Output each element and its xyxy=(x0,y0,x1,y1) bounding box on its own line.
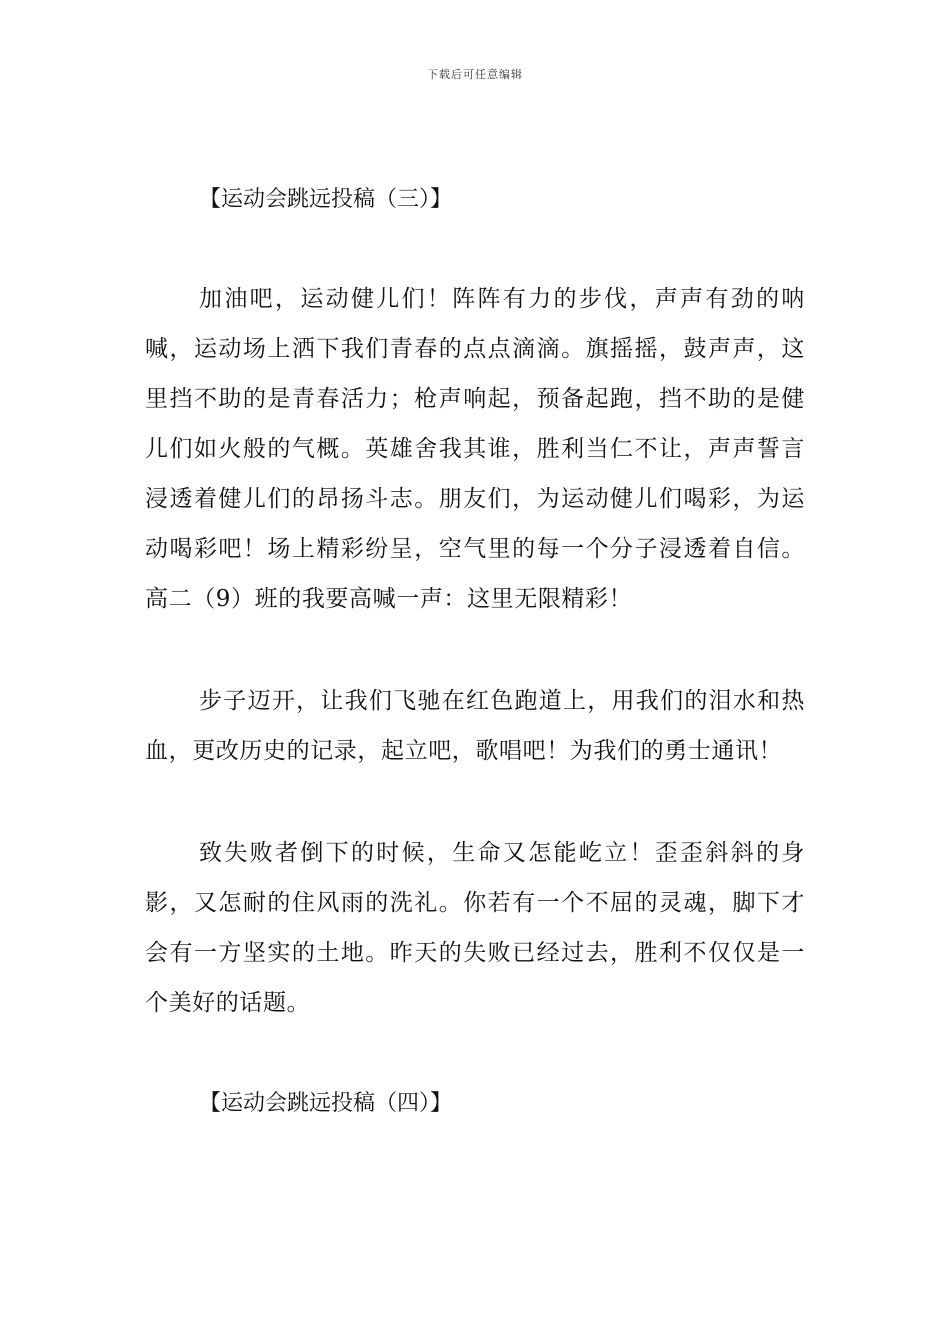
spacer xyxy=(145,776,805,828)
spacer xyxy=(145,1028,805,1080)
document-body xyxy=(145,176,805,1128)
page-header-note: 下载后可任意编辑 xyxy=(427,68,523,81)
paragraph-2: 步子迈开，让我们飞驰在红色跑道上，用我们的泪水和热血，更改历史的记录，起立吧，歌唱吧！为我们的勇士通讯！ xyxy=(145,688,805,764)
spacer xyxy=(145,224,805,274)
spacer xyxy=(145,624,805,676)
section-title-3: 【运动会跳远投稿（三）】 xyxy=(199,187,453,212)
paragraph-1: 加油吧，运动健儿们！阵阵有力的步伐，声声有劲的呐喊，运动场上洒下我们青春的点点滴滴。旗摇摇，鼓声声，这里挡不助的是青春活力；枪声响起，预备起跑，挡不助的是健儿们如火般的气概。英雄舍我其谁，胜利当仁不让，声声誓言浸透着健儿们的昂扬斗志。朋友们，为运动健儿们喝彩，为运动喝彩吧！场上精彩纷呈，空气里的每一个分子浸透着自信。高二（9）班的我要高喊一声：这里无限精彩！ xyxy=(145,286,805,612)
section-title-4: 【运动会跳远投稿（四）】 xyxy=(199,1091,453,1116)
paragraph-3: 致失败者倒下的时候，生命又怎能屹立！歪歪斜斜的身影，又怎耐的住风雨的洗礼。你若有一个不屈的灵魂，脚下才会有一方坚实的土地。昨天的失败已经过去，胜利不仅仅是一个美好的话题。 xyxy=(145,840,805,1016)
